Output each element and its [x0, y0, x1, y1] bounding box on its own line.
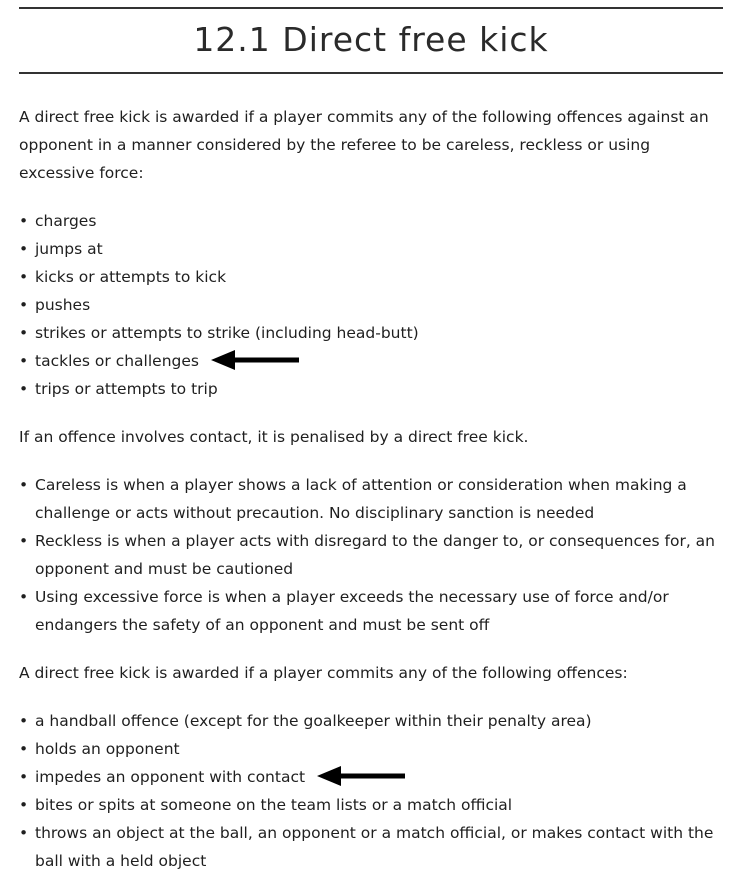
bullet: • [19, 532, 29, 550]
list-item [19, 735, 723, 763]
list-item-text: impedes an opponent with contact [35, 768, 306, 786]
list-item [19, 235, 723, 263]
bullet: • [19, 712, 29, 730]
top-rule [19, 7, 723, 9]
bullet: • [19, 588, 29, 606]
bullet: • [19, 768, 29, 786]
list-item-text: jumps at [35, 240, 103, 258]
list-item [19, 207, 723, 235]
other-offences-list [19, 707, 723, 875]
left-arrow-icon [317, 766, 407, 786]
list-item-text: pushes [35, 296, 91, 314]
list-item-text: strikes or attempts to strike (including head-butt) [35, 324, 419, 342]
offences-paragraph: A direct free kick is awarded if a player commits any of the following offences: [19, 664, 628, 682]
list-item-text: tackles or challenges [35, 352, 199, 370]
list-item-text: holds an opponent [35, 740, 180, 758]
list-item [19, 263, 723, 291]
bottom-rule [19, 72, 723, 74]
contact-paragraph: If an offence involves contact, it is penalised by a direct free kick. [19, 428, 529, 446]
list-item [19, 527, 723, 583]
list-item [19, 791, 723, 819]
list-item-text: Reckless is when a player acts with disregard to the danger to, or consequences for, an opponent and must be cautioned [35, 532, 716, 578]
bullet: • [19, 212, 29, 230]
list-item-text: charges [35, 212, 97, 230]
bullet: • [19, 740, 29, 758]
list-item [19, 347, 723, 375]
list-item-text: a handball offence (except for the goalkeeper within their penalty area) [35, 712, 592, 730]
list-item [19, 319, 723, 347]
list-item [19, 819, 723, 875]
bullet: • [19, 380, 29, 398]
list-item-text: kicks or attempts to kick [35, 268, 227, 286]
bullet: • [19, 352, 29, 370]
bullet: • [19, 476, 29, 494]
list-item [19, 583, 723, 639]
list-item [19, 375, 723, 403]
list-item [19, 707, 723, 735]
list-item-text: trips or attempts to trip [35, 380, 218, 398]
document-body [19, 103, 723, 895]
list-item-text: throws an object at the ball, an opponent or a match official, or makes contact with the ball with a held object [35, 824, 714, 870]
list-item-text: Careless is when a player shows a lack of attention or consideration when making a challenge or acts without precaution. No disciplinary sanction is needed [35, 476, 687, 522]
list-item [19, 291, 723, 319]
bullet: • [19, 268, 29, 286]
left-arrow-icon [211, 350, 301, 370]
bullet: • [19, 324, 29, 342]
list-item [19, 471, 723, 527]
bullet: • [19, 240, 29, 258]
careless-offences-list [19, 207, 723, 403]
page-title: 12.1 Direct free kick [193, 20, 549, 59]
intro-paragraph: A direct free kick is awarded if a player commits any of the following offences against an opponent in a manner considered by the referee to be careless, reckless or using excessive force: [19, 108, 709, 182]
list-item-text: bites or spits at someone on the team lists or a match official [35, 796, 513, 814]
bullet: • [19, 796, 29, 814]
list-item [19, 763, 723, 791]
definitions-list [19, 471, 723, 639]
bullet: • [19, 824, 29, 842]
bullet: • [19, 296, 29, 314]
list-item-text: Using excessive force is when a player exceeds the necessary use of force and/or endangers the safety of an opponent and must be sent off [35, 588, 669, 634]
